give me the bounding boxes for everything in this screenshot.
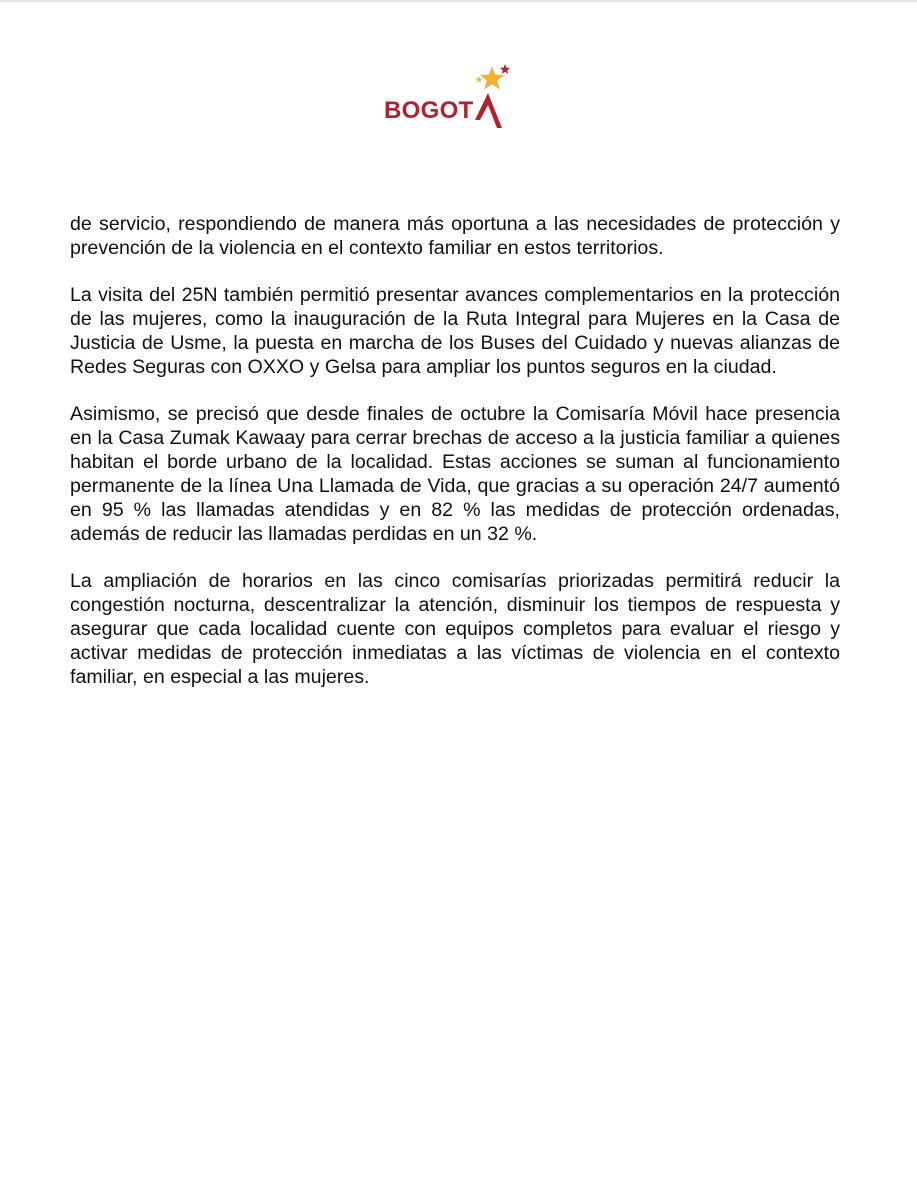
logo-stylized-a xyxy=(475,93,502,128)
paragraph-2: La visita del 25N también permitió presentar avances complementarios en la protección de las mujeres, como la inauguración de la Ruta Integral para Mujeres en la Casa de Justicia de Usme, la puesta en marcha de los Buses del Cuidado y nuevas alianzas de Redes Seguras con OXXO y Gelsa para ampliar los puntos seguros en la ciudad. xyxy=(70,284,840,378)
paragraph-1: de servicio, respondiendo de manera más oportuna a las necesidades de protección y prevención de la violencia en el contexto familiar en estos territorios. xyxy=(70,213,840,259)
paragraph-4: La ampliación de horarios en las cinco comisarías priorizadas permitirá reducir la congestión nocturna, descentralizar la atención, disminuir los tiempos de respuesta y asegurar que cada localidad cuente con equipos completos para evaluar el riesgo y activar medidas de protección inmediatas a las víctimas de violencia en el contexto familiar, en especial a las mujeres. xyxy=(70,570,840,688)
bogota-logo xyxy=(384,62,514,134)
tiny-star-icon xyxy=(476,76,483,83)
page-top-border xyxy=(0,0,917,2)
large-star-icon xyxy=(480,66,505,89)
bogota-logo-graphic xyxy=(384,62,514,134)
logo-wordmark: BOGOT xyxy=(384,97,474,124)
small-star-icon xyxy=(500,64,510,74)
document-body xyxy=(70,212,840,712)
paragraph-3: Asimismo, se precisó que desde finales de octubre la Comisaría Móvil hace presencia en la Casa Zumak Kawaay para cerrar brechas de acceso a la justicia familiar a quienes habitan el borde urbano de la localidad. Estas acciones se suman al funcionamiento permanente de la línea Una Llamada de Vida, que gracias a su operación 24/7 aumentó en 95 % las llamadas atendidas y en 82 % las medidas de protección ordenadas, además de reducir las llamadas perdidas en un 32 %. xyxy=(70,403,840,545)
